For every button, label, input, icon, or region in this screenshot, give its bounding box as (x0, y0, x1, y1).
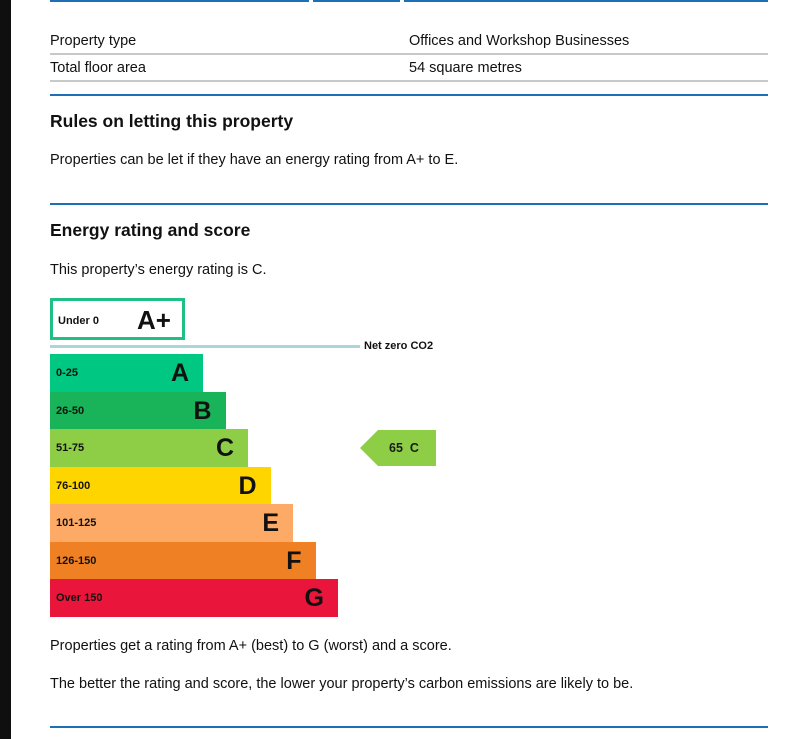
band-d (50, 467, 271, 505)
property-summary-table (50, 28, 768, 82)
floor-area-value: 54 square metres (409, 60, 522, 76)
energy-intro: This property’s energy rating is C. (50, 262, 267, 278)
band-g-letter: G (304, 584, 324, 612)
band-e-letter: E (262, 509, 279, 537)
net-zero-label: Net zero CO2 (364, 340, 434, 352)
band-g-range: Over 150 (56, 592, 103, 604)
letting-heading: Rules on letting this property (50, 111, 294, 131)
band-aplus (50, 298, 185, 340)
property-type-label: Property type (50, 33, 137, 49)
net-zero-line (50, 345, 360, 348)
band-e (50, 504, 293, 542)
band-a-range: 0-25 (56, 367, 79, 379)
property-type-row (50, 28, 768, 55)
energy-heading: Energy rating and score (50, 220, 251, 240)
band-c (50, 429, 248, 467)
band-c-letter: C (215, 434, 234, 462)
top-rule-segment (50, 0, 309, 2)
band-b (50, 392, 226, 430)
band-b-letter: B (193, 396, 212, 425)
emissions-note: The better the rating and score, the lower your property’s carbon emissions are likely to be. (50, 676, 634, 692)
section-divider (50, 726, 768, 728)
band-f-range: 126-150 (56, 554, 97, 567)
left-edge-bar (0, 0, 11, 739)
band-aplus-range: Under 0 (58, 315, 99, 327)
rating-scale-note: Properties get a rating from A+ (best) to G (worst) and a score. (50, 638, 452, 654)
current-rating-text (389, 441, 419, 455)
top-rule (50, 0, 768, 2)
top-rule-segment (404, 0, 768, 2)
band-c-range: 51-75 (56, 442, 85, 454)
band-f-letter: F (286, 546, 302, 575)
energy-rating-chart (50, 298, 550, 618)
property-type-value: Offices and Workshop Businesses (409, 33, 630, 49)
floor-area-row (50, 55, 768, 82)
band-d-letter: D (238, 471, 257, 500)
current-rating-marker (360, 430, 436, 466)
band-aplus-letter: A+ (137, 305, 171, 335)
current-score: 65 (389, 441, 403, 455)
band-e-range: 101-125 (56, 517, 97, 529)
section-divider (50, 94, 768, 96)
band-f (50, 542, 316, 580)
band-a-letter: A (170, 359, 189, 387)
section-divider (50, 203, 768, 205)
letting-text: Properties can be let if they have an energy rating from A+ to E. (50, 152, 459, 168)
current-letter: C (409, 441, 419, 455)
band-a (50, 354, 203, 392)
floor-area-label: Total floor area (50, 60, 146, 76)
band-g (50, 579, 338, 617)
band-d-range: 76-100 (56, 479, 91, 492)
top-rule-segment (313, 0, 400, 2)
band-b-range: 26-50 (56, 404, 85, 417)
